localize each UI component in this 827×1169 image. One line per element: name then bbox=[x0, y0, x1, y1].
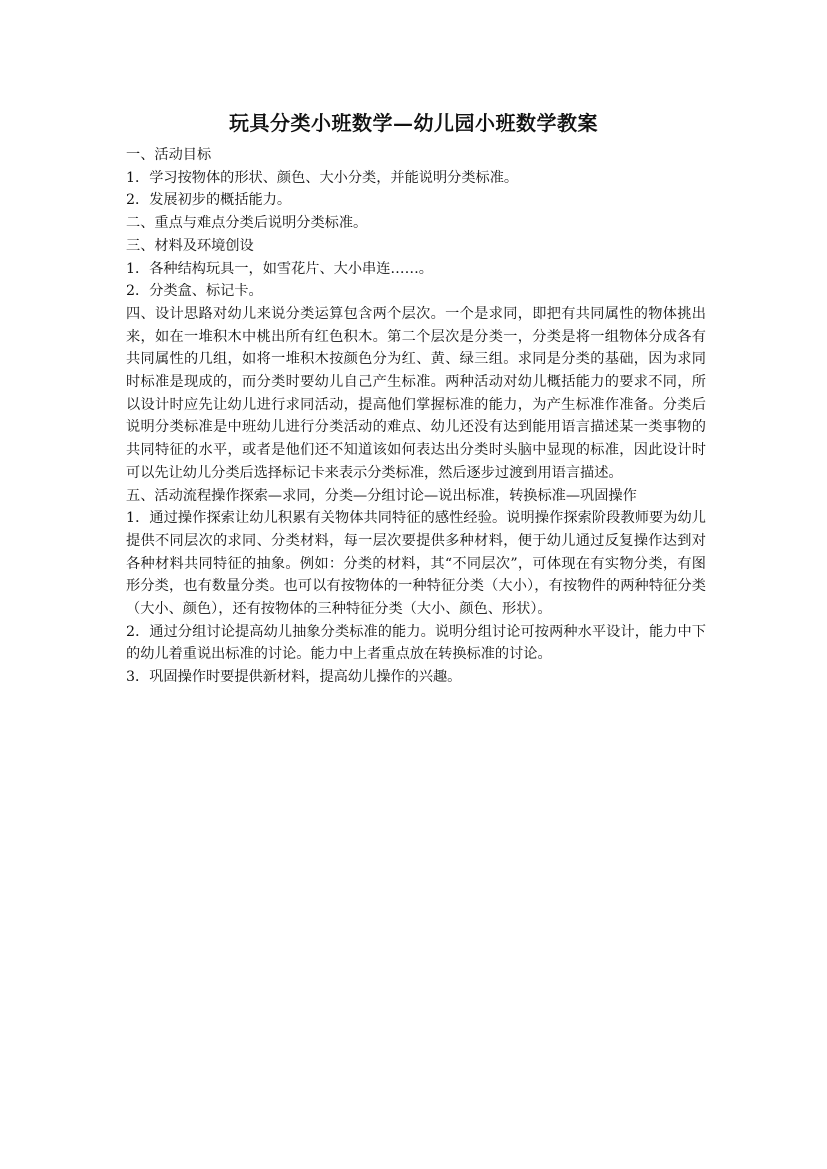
design-rationale-paragraph: 四、设计思路对幼儿来说分类运算包含两个层次。一个是求同，即把有共同属性的物体挑出来，如在一堆积木中桃出所有红色积木。第二个层次是分类一，分类是将一组物体分成各有共同属性的几组，如将一堆积木按颜色分为红、黄、绿三组。求同是分类的基础，因为求同时标准是现成的，而分类时要幼儿自己产生标准。两种活动对幼儿概括能力的要求不同，所以设计时应先让幼儿进行求同活动，提高他们掌握标准的能力，为产生标准作准备。分类后说明分类标准是中班幼儿进行分类活动的难点、幼儿还没有达到能用语言描述某一类事物的共同特征的水平，或者是他们还不知道该如何表达出分类时头脑中显现的标准，因此设计时可以先让幼儿分类后选择标记卡来表示分类标准，然后逐步过渡到用语言描述。 bbox=[126, 305, 706, 481]
section-heading-materials: 三、材料及环境创设 bbox=[126, 237, 254, 254]
section-heading-goals: 一、活动目标 bbox=[126, 147, 212, 163]
material-item-1: 1．各种结构玩具一，如雪花片、大小串连……。 bbox=[126, 260, 433, 277]
material-item-2: 2．分类盒、标记卡。 bbox=[126, 283, 263, 300]
document-title: 玩具分类小班数学—幼儿园小班数学教案 bbox=[229, 111, 598, 135]
process-item-3: 3．巩固操作时要提供新材料，提高幼儿操作的兴趣。 bbox=[126, 669, 462, 686]
goal-item-2: 2．发展初步的概括能力。 bbox=[126, 192, 292, 209]
section-heading-process: 五、活动流程操作探索—求同，分类—分组讨论—说出标准，转换标准—巩固操作 bbox=[126, 487, 637, 504]
process-item-1: 1．通过操作探索让幼儿积累有关物体共同特征的感性经验。说明操作探索阶段教师要为幼儿提供不同层次的求同、分类材料，每一层次要提供多种材料，便于幼儿通过反复操作达到对各种材料共同特征的抽象。例如：分类的材料，其“不同层次”，可体现在有实物分类，有图形分类，也有数量分类。也可以有按物体的一种特征分类（大小），有按物件的两种特征分类（大小、颜色），还有按物体的三种特征分类（大小、颜色、形状）。 bbox=[126, 510, 706, 618]
document-body bbox=[126, 144, 706, 689]
section-heading-key-points: 二、重点与难点分类后说明分类标准。 bbox=[126, 215, 368, 232]
goal-item-1: 1．学习按物体的形状、颜色、大小分类，并能说明分类标准。 bbox=[126, 169, 519, 186]
process-item-2: 2．通过分组讨论提高幼儿抽象分类标准的能力。说明分组讨论可按两种水平设计，能力中下的幼儿着重说出标准的讨论。能力中上者重点放在转换标准的讨论。 bbox=[126, 623, 706, 663]
